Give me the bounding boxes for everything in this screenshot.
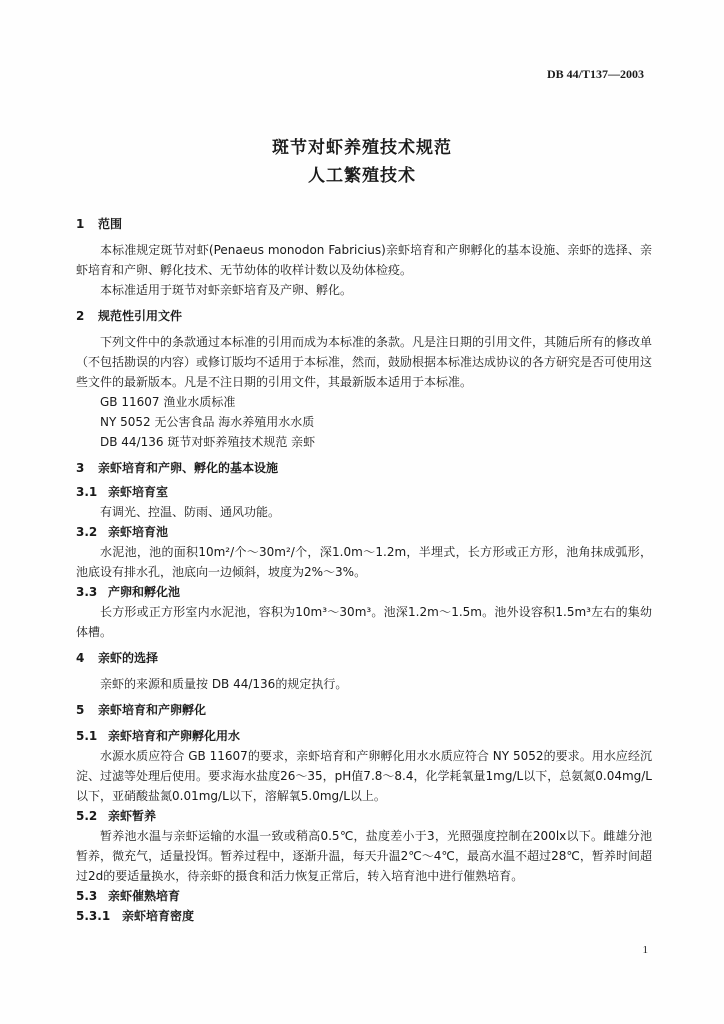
section-heading — [76, 306, 652, 326]
document-title: 斑节对虾养殖技术规范 — [272, 138, 452, 158]
section-title: 亲虾的选择 — [98, 651, 159, 665]
subsection-number: 5.1 — [76, 729, 98, 743]
reference-item: DB 44/136 斑节对虾养殖技术规范 亲虾 — [100, 435, 316, 449]
section-title: 范围 — [98, 217, 123, 231]
paragraph: 水源水质应符合 GB 11607的要求，亲虾培育和产卵孵化用水水质应符合 NY 5052的要求。用水应经沉淀、过滤等处理后使用。要求海水盐度26～35，pH值7.8～8.4，化学耗氧量1mg/L以下，总氨氮0.04mg/L以下，亚硝酸盐氮0.01mg/L以下，溶解氧5.0mg/L以上。 — [76, 749, 652, 803]
section-number: 3 — [76, 461, 85, 475]
reference-item: NY 5052 无公害食品 海水养殖用水水质 — [100, 415, 315, 429]
subsection-title: 亲虾培育和产卵孵化用水 — [108, 729, 241, 743]
subsection-number: 5.3.1 — [76, 909, 111, 923]
section-heading — [76, 700, 652, 720]
subsection-number: 3.1 — [76, 485, 98, 499]
subsection-title: 亲虾催熟培育 — [108, 889, 181, 903]
paragraph: 下列文件中的条款通过本标准的引用而成为本标准的条款。凡是注日期的引用文件，其随后所有的修改单（不包括勘误的内容）或修订版均不适用于本标准，然而，鼓励根据本标准达成协议的各方研究是否可使用这些文件的最新版本。凡是不注日期的引用文件，其最新版本适用于本标准。 — [76, 335, 653, 389]
subsection-number: 5.3 — [76, 889, 98, 903]
subsection-title: 亲虾培育密度 — [122, 909, 195, 923]
page-number: 1 — [642, 944, 648, 956]
paragraph: 有调光、控温、防雨、通风功能。 — [100, 505, 281, 519]
section-title: 规范性引用文件 — [98, 309, 183, 323]
subsection-heading — [76, 906, 652, 926]
standard-code: DB 44/T137—2003 — [546, 67, 644, 81]
section-heading — [76, 214, 652, 234]
subsection-heading — [76, 806, 652, 826]
subsection-heading — [76, 886, 652, 906]
paragraph: 水泥池，池的面积10m²/个～30m²/个，深1.0m～1.2m，半埋式，长方形或正方形，池角抹成弧形，池底设有排水孔，池底向一边倾斜，坡度为2%～3%。 — [76, 545, 652, 579]
section-title: 亲虾培育和产卵孵化 — [98, 703, 207, 717]
section-number: 2 — [76, 309, 85, 323]
section-heading — [76, 648, 652, 668]
subsection-title: 亲虾培育室 — [108, 485, 169, 499]
subsection-heading — [76, 522, 652, 542]
section-heading — [76, 458, 652, 478]
section-number: 1 — [76, 217, 85, 231]
subsection-number: 3.2 — [76, 525, 98, 539]
reference-item: GB 11607 渔业水质标准 — [100, 395, 236, 409]
paragraph: 暂养池水温与亲虾运输的水温一致或稍高0.5℃，盐度差小于3，光照强度控制在200lx以下。雌雄分池暂养，微充气，适量投饵。暂养过程中，逐渐升温，每天升温2℃～4℃，最高水温不超过28℃，暂养时间超过2d的要适量换水，待亲虾的摄食和活力恢复正常后，转入培育池中进行催熟培育。 — [76, 829, 652, 883]
subsection-title: 亲虾培育池 — [108, 525, 169, 539]
subsection-heading — [76, 582, 652, 602]
document-subtitle: 人工繁殖技术 — [308, 166, 416, 186]
subsection-number: 5.2 — [76, 809, 98, 823]
section-title: 亲虾培育和产卵、孵化的基本设施 — [98, 461, 279, 475]
paragraph: 亲虾的来源和质量按 DB 44/136的规定执行。 — [100, 677, 348, 691]
subsection-title: 亲虾暂养 — [108, 809, 157, 823]
subsection-heading — [76, 726, 652, 746]
paragraph: 长方形或正方形室内水泥池，容积为10m³～30m³。池深1.2m～1.5m。池外设容积1.5m³左右的集幼体槽。 — [76, 605, 652, 639]
subsection-title: 产卵和孵化池 — [108, 585, 181, 599]
section-number: 5 — [76, 703, 85, 717]
paragraph: 本标准适用于斑节对虾亲虾培育及产卵、孵化。 — [100, 283, 353, 297]
subsection-number: 3.3 — [76, 585, 98, 599]
section-number: 4 — [76, 651, 85, 665]
document-body — [76, 214, 652, 926]
subsection-heading — [76, 482, 652, 502]
paragraph: 本标准规定斑节对虾(Penaeus monodon Fabricius)亲虾培育和产卵孵化的基本设施、亲虾的选择、亲虾培育和产卵、孵化技术、无节幼体的收样计数以及幼体检疫。 — [76, 243, 652, 277]
